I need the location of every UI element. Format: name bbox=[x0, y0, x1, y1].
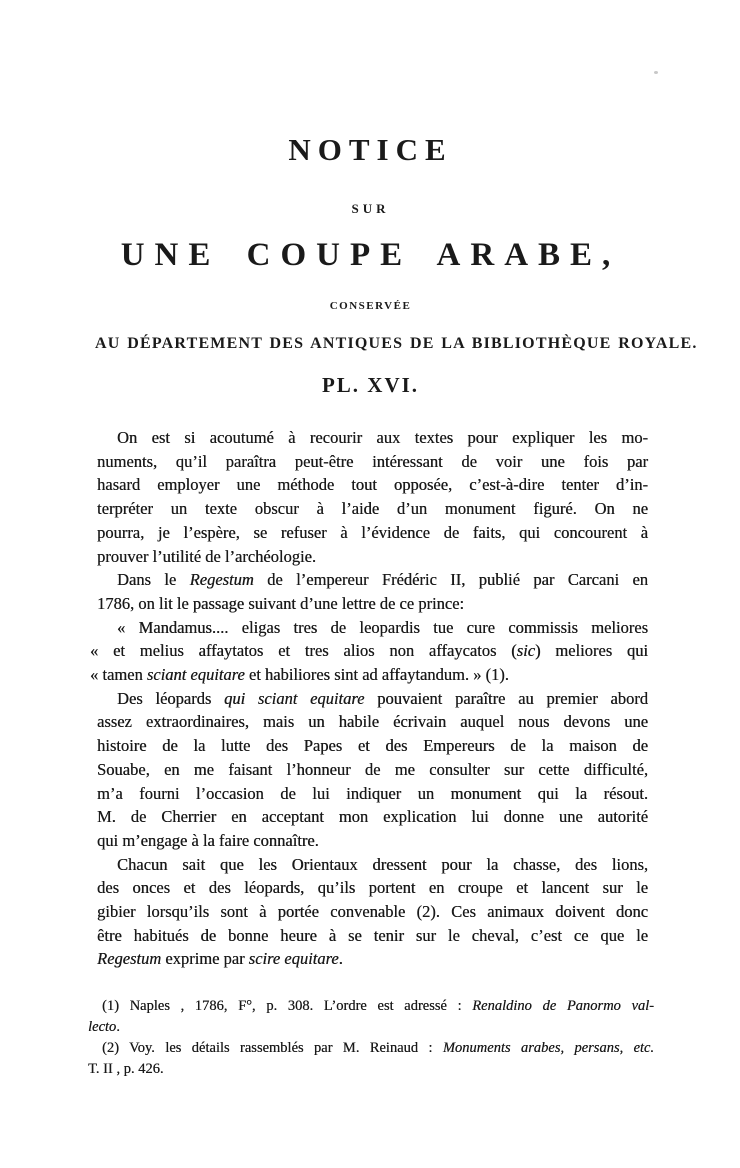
text-line bbox=[97, 734, 648, 758]
text-segment: Souabe, en me faisant l’honneur de me consulter sur cette difficulté, bbox=[97, 759, 648, 779]
italic-text: sciant equitare bbox=[146, 665, 245, 685]
text-line bbox=[97, 450, 648, 474]
text-segment: exprime par bbox=[161, 949, 249, 969]
text-line bbox=[97, 876, 648, 900]
paragraph bbox=[88, 996, 654, 1038]
italic-text: Monuments arabes, persans, etc. bbox=[442, 1040, 654, 1056]
text-line bbox=[88, 1038, 654, 1059]
text-line bbox=[97, 947, 648, 971]
main-title: UNE COUPE ARABE, bbox=[120, 237, 621, 273]
text-segment: m’a fourni l’occasion de lui indiquer un monument qui la résout. bbox=[97, 783, 648, 803]
text-line bbox=[97, 782, 648, 806]
text-line bbox=[97, 592, 648, 616]
text-segment: On est si acoutumé à recourir aux textes pour expliquer les mo- bbox=[117, 428, 648, 447]
paragraph bbox=[97, 853, 648, 972]
page-title: NOTICE bbox=[288, 132, 453, 167]
text-segment: « tamen bbox=[90, 665, 147, 685]
italic-text: scire equitare bbox=[248, 949, 339, 969]
text-segment: pouvaient paraître au premier abord bbox=[364, 688, 649, 708]
italic-text: lecto bbox=[88, 1019, 117, 1035]
text-segment: gibier lorsqu’ils sont à portée convenable (2). Ces animaux doivent donc bbox=[97, 902, 648, 922]
text-segment: M. de Cherrier en acceptant mon explication lui donne une autorité bbox=[97, 807, 648, 827]
text-segment: . bbox=[338, 949, 343, 969]
text-line bbox=[97, 853, 648, 877]
text-segment: Des léopards bbox=[117, 688, 225, 708]
paragraph bbox=[97, 687, 648, 853]
text-line bbox=[90, 663, 648, 687]
text-line bbox=[97, 545, 648, 569]
text-segment: « et melius affaytatos et tres alios non affaycatos ( bbox=[90, 641, 517, 661]
text-line bbox=[97, 710, 648, 734]
text-segment: histoire de la lutte des Papes et des Empereurs de la maison de bbox=[97, 736, 648, 756]
italic-text: Regestum bbox=[97, 949, 162, 969]
text-segment: (1) Naples , 1786, F°, p. 308. L’ordre est adressé : bbox=[102, 998, 473, 1014]
text-segment: des onces et des léopards, qu’ils portent en croupe et lancent sur le bbox=[97, 878, 648, 898]
text-line bbox=[97, 616, 648, 640]
text-line bbox=[97, 924, 648, 948]
text-line bbox=[97, 900, 648, 924]
paragraph bbox=[97, 568, 648, 615]
text-line bbox=[97, 805, 648, 829]
italic-text: sic bbox=[516, 641, 536, 661]
text-line bbox=[97, 521, 648, 545]
text-segment: et habiliores sint ad affaytandum. » (1). bbox=[244, 665, 509, 685]
italic-text: qui sciant equitare bbox=[224, 688, 365, 708]
department-line: AU DÉPARTEMENT DES ANTIQUES DE LA BIBLIOTHÈQUE ROYALE. bbox=[95, 335, 698, 352]
text-line bbox=[88, 1017, 654, 1038]
text-line bbox=[97, 829, 648, 853]
paragraph bbox=[88, 1038, 654, 1080]
text-segment: (2) Voy. les détails rassemblés par M. Reinaud : bbox=[102, 1040, 443, 1056]
paragraph bbox=[97, 426, 648, 568]
text-line bbox=[90, 639, 648, 663]
text-line bbox=[97, 687, 648, 711]
text-line bbox=[97, 758, 648, 782]
text-segment: numents, qu’il paraîtra peut-être intéressant de voir une fois par bbox=[97, 451, 648, 471]
text-segment: . bbox=[116, 1019, 120, 1035]
text-segment: prouver l’utilité de l’archéologie. bbox=[97, 546, 316, 566]
text-segment: T. II , p. 426. bbox=[88, 1061, 164, 1077]
plate-reference: PL. XVI. bbox=[321, 373, 420, 397]
text-segment: « Mandamus.... eligas tres de leopardis tue cure commissis meliores bbox=[117, 617, 648, 637]
text-line bbox=[88, 1059, 654, 1080]
text-segment: hasard employer une méthode tout opposée, c’est-à-dire tenter d’in- bbox=[97, 475, 648, 495]
text-segment: ) meliores qui bbox=[535, 641, 648, 661]
text-line bbox=[97, 473, 648, 497]
text-segment: 1786, on lit le passage suivant d’une lettre de ce prince: bbox=[97, 593, 465, 613]
title-connector: SUR bbox=[351, 201, 390, 216]
text-segment: pourra, je l’espère, se refuser à l’évidence de faits, qui concourent à bbox=[97, 522, 648, 542]
text-line bbox=[97, 497, 648, 521]
text-line bbox=[97, 426, 648, 450]
text-segment: Chacun sait que les Orientaux dressent pour la chasse, des lions, bbox=[117, 854, 648, 874]
italic-text: Renaldino de Panormo val- bbox=[472, 998, 654, 1014]
text-segment: terpréter un texte obscur à l’aide d’un monument figuré. On ne bbox=[97, 499, 648, 519]
text-segment: être habitués de bonne heure à se tenir sur le cheval, c’est ce que le bbox=[97, 925, 648, 945]
footnotes bbox=[88, 996, 654, 1080]
text-segment: qui m’engage à la faire connaître. bbox=[97, 830, 319, 850]
text-segment: de l’empereur Frédéric II, publié par Carcani en bbox=[253, 570, 648, 590]
text-line bbox=[97, 568, 648, 592]
text-segment: Dans le bbox=[117, 570, 190, 590]
conservation-line: CONSERVÉE bbox=[329, 300, 412, 312]
text-segment: assez extraordinaires, mais un habile écrivain auquel nous devons une bbox=[97, 712, 648, 732]
text-line bbox=[88, 996, 654, 1017]
page-body bbox=[90, 426, 649, 971]
italic-text: Regestum bbox=[189, 570, 254, 590]
scan-speck bbox=[654, 71, 658, 74]
paragraph bbox=[90, 616, 648, 687]
